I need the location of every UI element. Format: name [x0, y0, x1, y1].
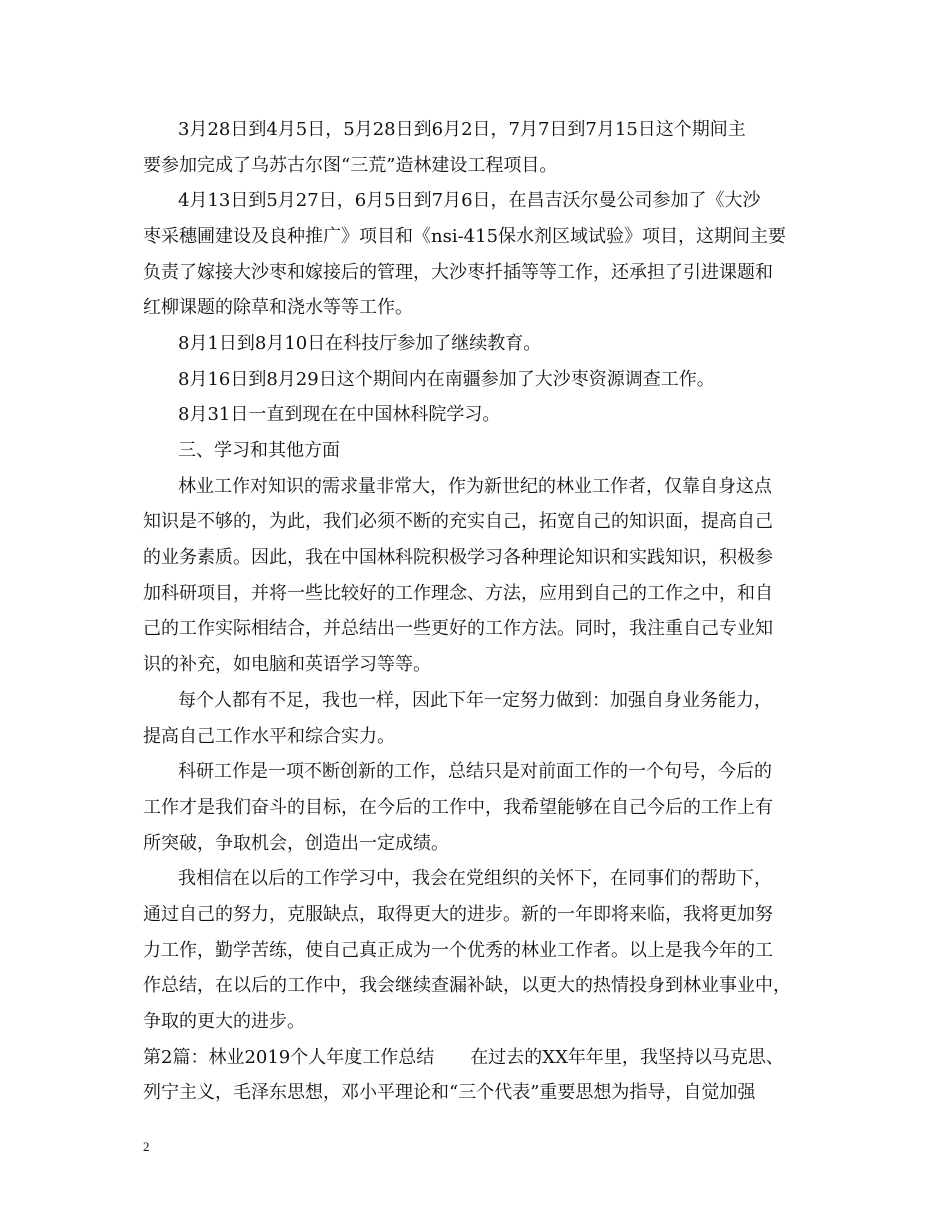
text-line: 争取的更大的进步。 [143, 1011, 305, 1032]
text-line: 要参加完成了乌苏古尔图“三荒”造林建设工程项目。 [143, 155, 558, 176]
text-line: 识的补充，如电脑和英语学习等等。 [143, 654, 431, 675]
text-line: 力工作，勤学苦练，使自己真正成为一个优秀的林业工作者。以上是我今年的工 [143, 940, 773, 961]
text-line: 工作才是我们奋斗的目标，在今后的工作中，我希望能够在自己今后的工作上有 [143, 797, 773, 818]
text-line: 枣采穗圃建设及良种推广》项目和《nsi-415保水剂区域试验》项目，这期间主要 [143, 226, 787, 247]
text-line: 己的工作实际相结合，并总结出一些更好的工作方法。同时，我注重自己专业知 [143, 618, 773, 639]
text-line: 列宁主义，毛泽东思想，邓小平理论和“三个代表”重要思想为指导，自觉加强 [143, 1082, 756, 1103]
text-line: 的业务素质。因此，我在中国林科院积极学习各种理论知识和实践知识，积极参 [143, 547, 773, 568]
text-line: 知识是不够的，为此，我们必须不断的充实自己，拓宽自己的知识面，提高自己 [143, 511, 773, 532]
text-line: 每个人都有不足，我也一样，因此下年一定努力做到：加强自身业务能力， [178, 690, 772, 711]
text-line: 所突破，争取机会，创造出一定成绩。 [143, 833, 449, 854]
text-line: 8月1日到8月10日在科技厅参加了继续教育。 [178, 333, 542, 354]
text-line: 第2篇：林业2019个人年度工作总结 在过去的XX年年里，我坚持以马克思、 [143, 1047, 784, 1068]
text-line: 通过自己的努力，克服缺点，取得更大的进步。新的一年即将来临，我将更加努 [143, 904, 773, 925]
text-line: 负责了嫁接大沙枣和嫁接后的管理，大沙枣扦插等等工作，还承担了引进课题和 [143, 262, 773, 283]
page-number: 2 [143, 1139, 150, 1154]
text-line: 林业工作对知识的需求量非常大，作为新世纪的林业工作者，仅靠自身这点 [178, 476, 772, 497]
text-line: 科研工作是一项不断创新的工作，总结只是对前面工作的一个句号，今后的 [178, 761, 772, 782]
text-line: 作总结，在以后的工作中，我会继续查漏补缺，以更大的热情投身到林业事业中， [143, 975, 791, 996]
text-line: 8月16日到8月29日这个期间内在南疆参加了大沙枣资源调查工作。 [178, 369, 715, 390]
text-line: 加科研项目，并将一些比较好的工作理念、方法，应用到自己的工作之中，和自 [143, 583, 773, 604]
text-line: 三、学习和其他方面 [178, 440, 340, 461]
text-line: 提高自己工作水平和综合实力。 [143, 726, 395, 747]
text-line: 3月28日到4月5日，5月28日到6月2日，7月7日到7月15日这个期间主 [178, 119, 746, 140]
text-line: 8月31日一直到现在在中国林科院学习。 [178, 404, 501, 425]
text-line: 红柳课题的除草和浇水等等工作。 [143, 297, 413, 318]
text-line: 我相信在以后的工作学习中，我会在党组织的关怀下，在同事们的帮助下， [178, 868, 772, 889]
text-line: 4月13日到5月27日，6月5日到7月6日，在昌吉沃尔曼公司参加了《大沙 [178, 190, 761, 211]
